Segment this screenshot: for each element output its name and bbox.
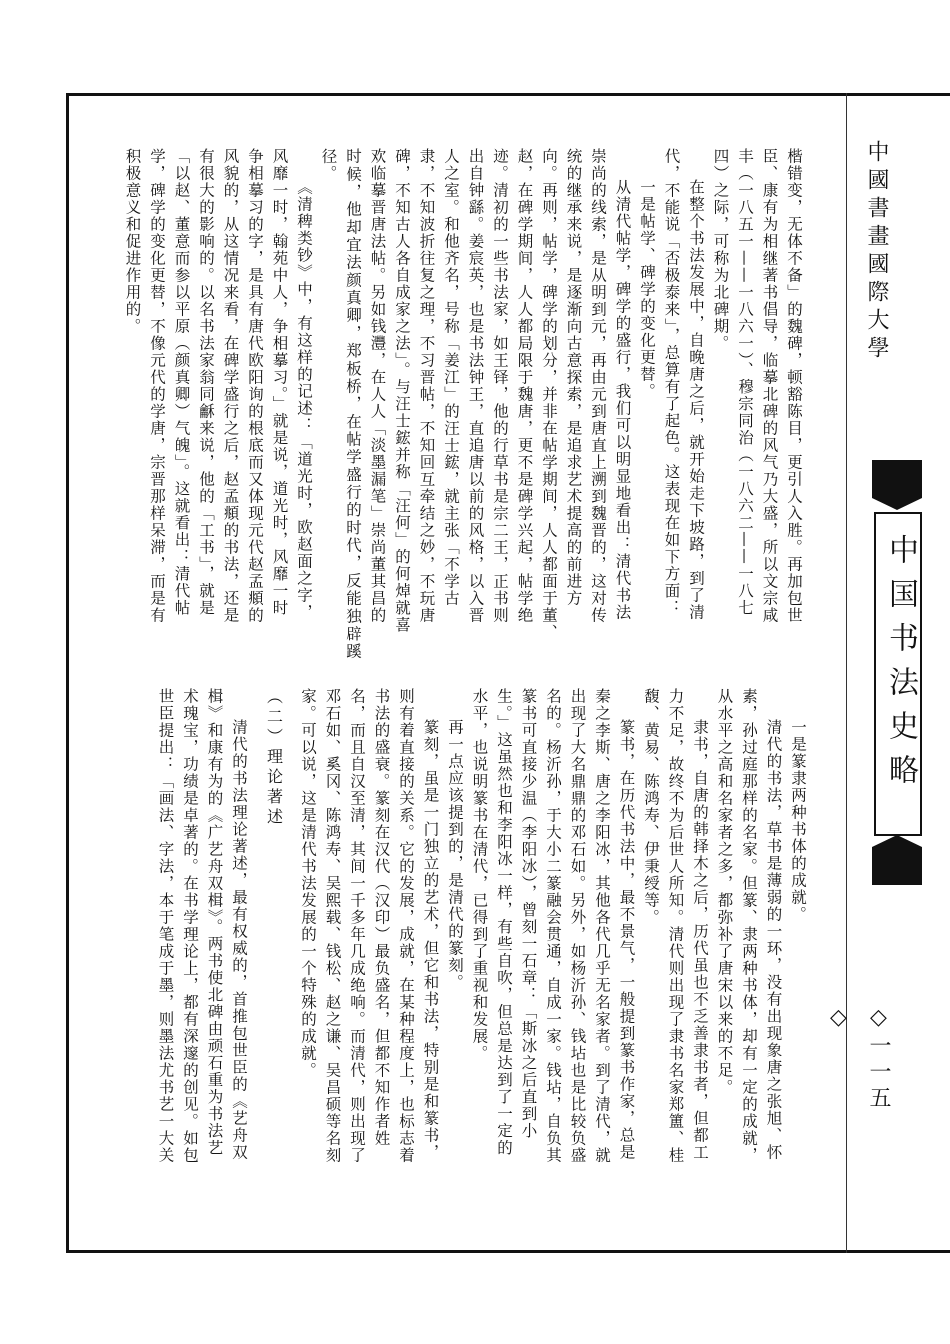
text-line: 迹。清初的一些书法家，如王铎，他的行草书是宗二王，正书则 (491, 148, 509, 624)
page-frame-bottom (66, 1250, 950, 1253)
text-line: 丰（一八五一——一八六一）、穆宗同治（一八六二——一八七 (736, 148, 754, 617)
text-line: 「以赵、董意而参以平原（颜真卿）气魄」。这就看出：清代帖 (172, 148, 191, 617)
page-frame-left (66, 93, 69, 1253)
text-line: 向。再则，帖学，碑学的划分，并非在帖学期间，人人都面于董、 (540, 148, 558, 641)
text-line: 名的。杨沂孙，于大小二篆融会贯通，自成一家。钱坫，自负其 (544, 688, 562, 1164)
text-line: 一是篆隶两种书体的成就。 (789, 719, 807, 923)
text-line: 清代的书法，草书是薄弱的一环，没有出现象唐之张旭、怀 (764, 719, 783, 1161)
university-title: 中國書畫國際大學 (864, 140, 889, 364)
sidebar-divider (846, 93, 847, 1253)
text-line: 碑，不知古人各自成家之法」。与汪士鋐并称「汪何」的何焯就喜 (393, 148, 411, 634)
text-line: 出自钟繇。姜宸英，也是书法钟王，直追唐以前的风格，以入晋 (466, 148, 485, 624)
text-line: 人之室。和他齐名，号称「姜江」的汪士鋐，就主张「不学古 (442, 148, 460, 607)
text-line: 书法的盛衰。篆刻在汉代（汉印）最负盛名，但都不知作者姓 (372, 688, 391, 1147)
text-line: 名，而且自汉至清，其间一千多年几成绝响。而清代，则出现了 (348, 688, 366, 1164)
text-line: 力不足，故终不为后世人所知。清代则出现了隶书名家郑簠、桂 (666, 688, 685, 1164)
text-line: 家。可以说，这是清代书法发展的一个特殊的成就。 (299, 688, 317, 1079)
text-line: 隶，不知波折往复之理，不习晋帖，不知回互牵结之妙，不玩唐 (417, 148, 436, 624)
lower-text-block (120, 688, 810, 1198)
text-line: 篆刻，虽是一门独立的艺术，但它和书法，特别是和篆书， (421, 719, 440, 1161)
page-number: ◇一一五◇ (826, 1005, 891, 1112)
text-line: 风貌的，从这情况来看，在碑学盛行之后，赵孟頫的书法，还是 (221, 148, 240, 624)
book-title-emblem (872, 460, 922, 885)
text-line: 邓石如、奚冈、陈鸿寿、吴熙载、钱松、赵之谦、吴昌硕等名刻 (323, 688, 342, 1164)
page-frame-top (66, 93, 950, 96)
text-line: 欢临摹晋唐法帖。另如钱灃，在人人「淡墨漏笔」崇尚董其昌的 (368, 148, 387, 624)
emblem-frame (874, 512, 922, 836)
text-line: 秦之李斯、唐之李阳冰，其他各代几乎无名家者。到了清代，就 (593, 688, 611, 1164)
text-line: 《清稗类钞》中，有这样的记述：「道光时，欧赵面之字， (295, 179, 313, 621)
text-line: 馥、黄易、陈鸿寿、伊秉绶等。 (642, 688, 660, 926)
text-line: 时候，他却宜法颜真卿，郑板桥，在帖学盛行的时代，反能独辟蹊径。 (319, 148, 362, 660)
text-line: 水平，也说明篆书在清代，已得到了重视和发展。 (470, 688, 489, 1062)
text-line: 赵，在碑学期间，人人都局限于魏唐，更不是碑学兴起，帖学绝 (515, 148, 534, 624)
text-line: 积极意义和促进作用的。 (123, 148, 142, 335)
text-line: 在整个书法发展中，自晚唐之后，就开始走下坡路，到了清 (687, 179, 705, 621)
text-line: 隶书，自唐的韩择木之后，历代虽也不乏善隶书者，但都工 (691, 719, 709, 1161)
text-line: 楫》和康有为的《广艺舟双楫》。两书使北碑由顽石重为书法艺 (205, 688, 224, 1157)
text-line: 统的继承来说，是逐渐向古意探索，是追求艺术提高的前进方 (564, 148, 583, 607)
text-line: 术瑰宝，功绩是卓著的。在书学理论上，都有深邃的创见。如包 (181, 688, 199, 1164)
text-line: 清代的书法理论著述，最有权威的，首推包世臣的《艺舟双 (230, 719, 248, 1161)
text-line: 崇尚的线索，是从明到元，再由元到唐直上溯到魏晋的，这对传 (589, 148, 607, 624)
text-line: 则有着直接的关系。它的发展，成就，在某种程度上，也标志着 (397, 688, 415, 1164)
text-line: 生。」这虽然也和李阳冰一样，有些自吹，但总是达到了一定的 (495, 688, 513, 1157)
section-heading: （二）理论著述 (264, 688, 284, 828)
text-line: 从水平之高和名家者之多，都弥补了唐宋以来的不足。 (715, 688, 734, 1096)
text-line: 臣、康有为相继著书倡导，临摹北碑的风气乃大盛，所以文宗咸 (760, 148, 779, 624)
text-line: 一是帖学、碑学的变化更替。 (638, 179, 656, 400)
text-line: 素，孙过庭那样的名家。但篆、隶两种书体，却有一定的成就， (740, 688, 758, 1164)
upper-text-block (116, 148, 806, 660)
text-line: 楷错变，无体不备」的魏碑，顿豁陈目，更引人入胜。再加包世 (785, 148, 803, 624)
text-line: 学，碑学的变化更替，不像元代的学唐，宗晋那样呆滞，而是有 (148, 148, 166, 624)
text-line: 篆书可直接少温（李阳冰），曾刻一石章：「斯冰之后直到小 (519, 688, 538, 1140)
emblem-cap-bottom (872, 847, 922, 885)
text-line: 世臣提出：「画法、字法，本于笔成于墨，则墨法尤书艺一大关 (156, 688, 175, 1164)
text-line: 从清代帖学，碑学的盛行，我们可以明显地看出：清代书法 (613, 179, 632, 621)
text-line: 代，不能说「否极泰来」，总算有了起色。这表现在如下方面： (662, 148, 681, 617)
book-title: 中国书法史略 (883, 534, 918, 798)
text-line: 风靡一时，翰苑中人，争相摹习。」就是说，道光时，风靡一时 (270, 148, 289, 617)
text-line: 出现了大名鼎鼎的邓石如。另外，如杨沂孙、钱坫也是比较负盛 (568, 688, 587, 1164)
text-line: 有很大的影响的。以名书法家翁同龢来说，他的「工书」，就是 (197, 148, 215, 617)
text-line: 四）之际，可称为北碑期。 (711, 148, 730, 352)
text-line: 篆书，在历代书法中，最不景气，一般提到篆书作家，总是 (617, 719, 636, 1161)
text-line: 争相摹习的字，是具有唐代欧阳询的根底而又体现元代赵孟頫的 (246, 148, 264, 624)
emblem-cap-top (872, 460, 922, 498)
text-line: 再一点应该提到的，是清代的篆刻。 (446, 719, 464, 991)
